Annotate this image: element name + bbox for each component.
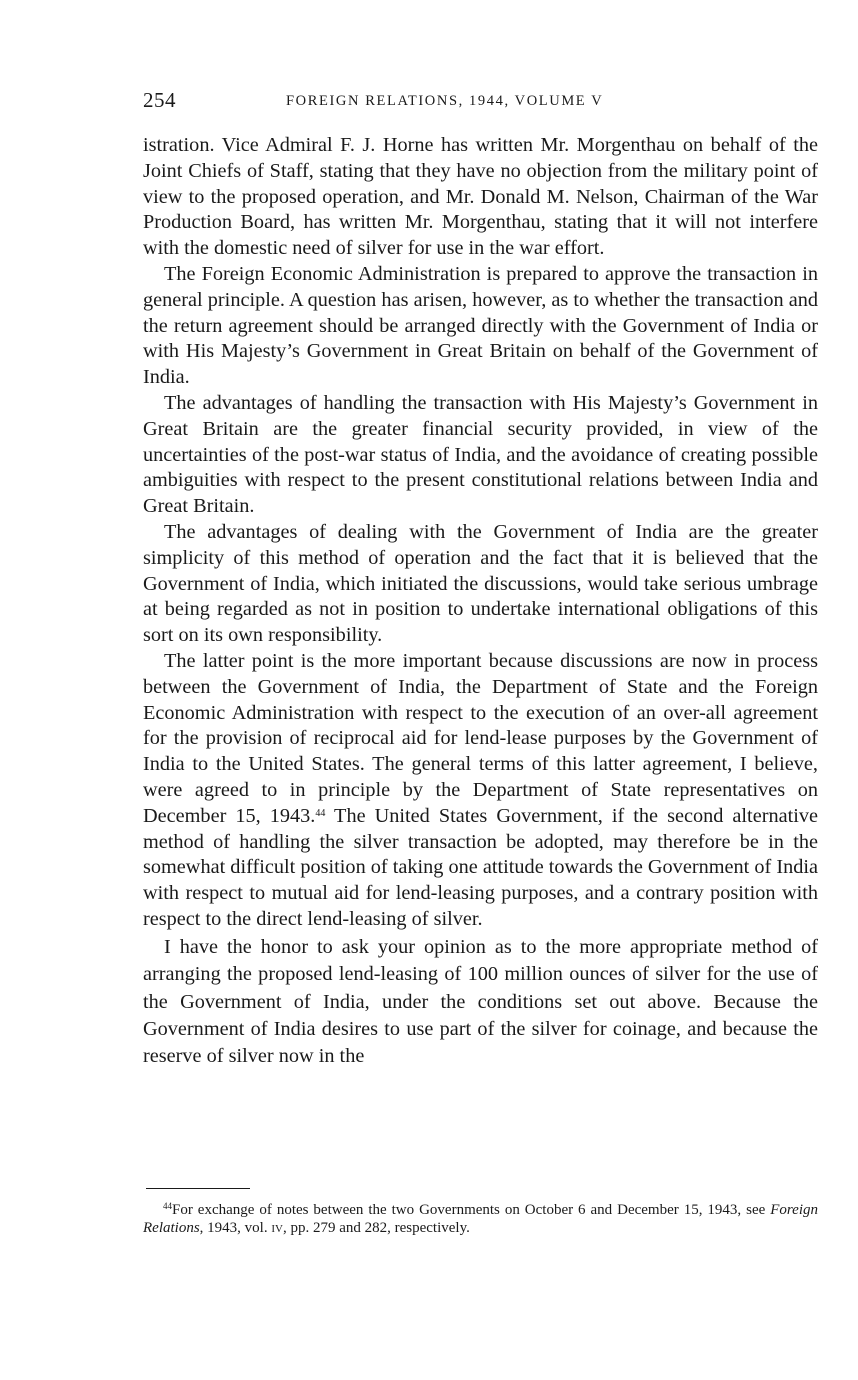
footnote-text-mid: , 1943, vol.	[199, 1219, 272, 1236]
footnote-text: For exchange of notes between the two Governments on October 6 and December 15, 1943, see	[172, 1202, 771, 1218]
paragraph-request-opinion: I have the honor to ask your opinion as to the more appropriate method of arranging the proposed lend-leasing of 100 million ounces of silver for the use of the Government of India, under the conditions set out above. Because the Government of India desires to use part of the silver for coinage, and because the reserve of silver now in the	[143, 935, 818, 1068]
footnote-text-end: , pp. 279 and 282, respectively.	[282, 1219, 470, 1236]
footnote-reference: 44	[315, 807, 326, 819]
body-text	[143, 133, 818, 1071]
paragraph-reciprocal-aid-text: The latter point is the more important because discussions are now in process between the Government of India, the Department of State and the Foreign Economic Administration with respect to the execution of an over-all agreement for the provision of reciprocal aid for lend-lease purposes by the Government of India to the United States. The general terms of this latter agreement, I believe, were agreed to in principle by the Department of State representatives on December 15, 1943.	[143, 649, 818, 827]
paragraph-britain-advantages: The advantages of handling the transaction with His Majesty’s Government in Great Britain are the greater financial security provided, in view of the uncertainties of the post-war status of India, and the avoidance of creating possible ambiguities with respect to the present constitutional relations between India and Great Britain.	[143, 391, 818, 518]
running-head: FOREIGN RELATIONS, 1944, VOLUME V	[286, 93, 604, 109]
footnote	[143, 1202, 818, 1237]
footnote-marker: 44	[163, 1201, 172, 1211]
paragraph-india-advantages: The advantages of dealing with the Government of India are the greater simplicity of this method of operation and the fact that it is believed that the Government of India, which initiated the discussions, would take serious umbrage at being regarded as not in position to undertake international obligations of this sort on its own responsibility.	[143, 520, 818, 647]
footnote-volume: iv	[271, 1219, 283, 1236]
paragraph-reciprocal-aid-text-cont: The United States Government, if the second alternative method of handling the silver transaction be adopted, may therefore be in the somewhat difficult position of taking one attitude towards the Government of India with respect to mutual aid for lend-leasing purposes, and a contrary position with respect to the direct lend-leasing of silver.	[143, 804, 818, 930]
paragraph-reciprocal-aid	[143, 649, 818, 933]
page-number: 254	[143, 88, 176, 112]
footnote-rule	[146, 1188, 250, 1189]
footnote-title: Foreign Relations	[143, 1202, 818, 1236]
page-header	[143, 88, 818, 118]
paragraph-fea-approval: The Foreign Economic Administration is prepared to approve the transaction in general principle. A question has arisen, however, as to whether the transaction and the return agreement should be arranged directly with the Government of India or with His Majesty’s Government in Great Britain on behalf of the Government of India.	[143, 262, 818, 389]
paragraph-continued: istration. Vice Admiral F. J. Horne has written Mr. Morgenthau on behalf of the Joint Chiefs of Staff, stating that they have no objection from the military point of view to the proposed operation, and Mr. Donald M. Nelson, Chairman of the War Production Board, has written Mr. Morgenthau, stating that it will not interfere with the domestic need of silver for use in the war effort.	[143, 134, 818, 260]
